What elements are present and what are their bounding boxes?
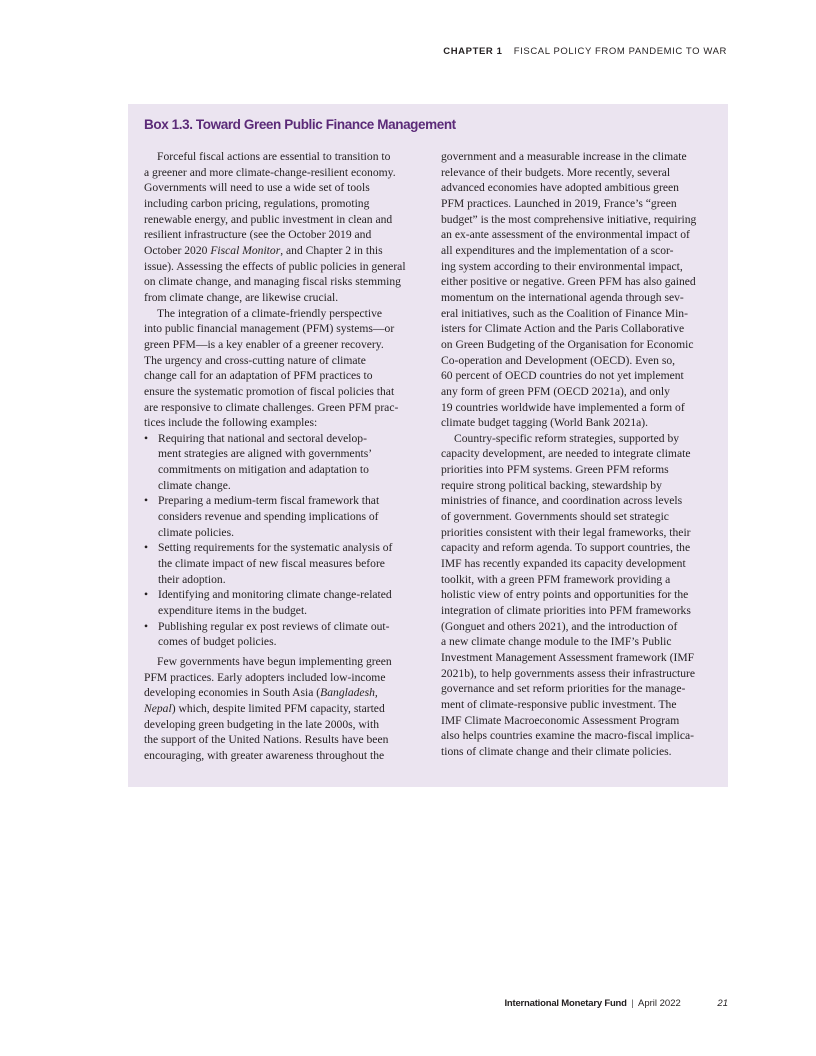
- text-line: 2021b), to help governments assess their infrastructure: [441, 666, 696, 680]
- text-line: require strong political backing, stewardship by: [441, 478, 662, 492]
- page-number: 21: [717, 998, 728, 1009]
- text-line: Preparing a medium-term fiscal framework that: [158, 494, 380, 508]
- list-item: [144, 587, 408, 618]
- text-line: Country-specific reform strategies, supported by: [454, 431, 680, 445]
- text-line: from climate change, are likewise crucial.: [144, 290, 339, 304]
- text-line: ment strategies are aligned with governments’: [158, 447, 373, 461]
- paragraph: [441, 149, 711, 431]
- country-name: Bangladesh,: [320, 686, 378, 700]
- text-line: The urgency and cross-cutting nature of climate: [144, 353, 366, 367]
- text-line: of government. Governments should set strategic: [441, 510, 669, 524]
- text-line: expenditure items in the budget.: [158, 604, 308, 618]
- text-line: an ex-ante assessment of the environmental impact of: [441, 228, 690, 242]
- text-line: toolkit, with a green PFM framework providing a: [441, 572, 671, 586]
- text-line: either positive or negative. Green PFM has also gained: [441, 275, 696, 289]
- paragraph: [144, 149, 408, 306]
- text-line: are responsive to climate challenges. Green PFM prac-: [144, 400, 399, 414]
- text-line: Identifying and monitoring climate change-related: [158, 588, 392, 602]
- text-line: PFM practices. Launched in 2019, France’s “green: [441, 196, 677, 210]
- box-title: Box 1.3. Toward Green Public Finance Management: [144, 117, 456, 132]
- list-item: [144, 493, 408, 540]
- right-column: [441, 149, 711, 760]
- text-line: budget” is the most comprehensive initiative, requiring: [441, 212, 697, 226]
- text-line: ministries of finance, and coordination across levels: [441, 494, 683, 508]
- text-line: 60 percent of OECD countries do not yet implement: [441, 369, 684, 383]
- text-line: relevance of their budgets. More recently, several: [441, 165, 671, 179]
- box-1-3: [128, 104, 728, 787]
- left-column: [144, 149, 408, 764]
- text-line: capacity and reform agenda. To support countries, the: [441, 541, 691, 555]
- text-line: 19 countries worldwide have implemented a form of: [441, 400, 685, 414]
- text-line: Nepal) which, despite limited PFM capacity, started: [144, 701, 385, 715]
- text-line: Publishing regular ex post reviews of climate out-: [158, 619, 390, 633]
- chapter-title: FISCAL POLICY FROM PANDEMIC TO WAR: [513, 46, 727, 57]
- text-line: IMF Climate Macroeconomic Assessment Program: [441, 713, 680, 727]
- text-line: Forceful fiscal actions are essential to transition to: [157, 150, 391, 163]
- text-line: renewable energy, and public investment in clean and: [144, 212, 393, 226]
- text-line: tions of climate change and their climate policies.: [441, 744, 672, 758]
- text-line: a greener and more climate-change-resilient economy.: [144, 165, 396, 179]
- bullet-icon: •: [144, 619, 149, 633]
- text-line: tices include the following examples:: [144, 416, 318, 430]
- list-item: [144, 431, 408, 494]
- running-head: [443, 46, 727, 57]
- text-line: October 2020 Fiscal Monitor, and Chapter 2 in this: [144, 243, 383, 257]
- text-line: their adoption.: [158, 572, 226, 586]
- text-line: ing system according to their environmental impact,: [441, 259, 683, 273]
- text-line: holistic view of entry points and opportunities for the: [441, 588, 689, 602]
- text-line: developing green budgeting in the late 2000s, with: [144, 717, 380, 731]
- text-line: priorities into PFM systems. Green PFM reforms: [441, 463, 669, 477]
- paragraph: [144, 654, 408, 764]
- text-line: government and a measurable increase in the climate: [441, 150, 687, 163]
- text-line: on Green Budgeting of the Organisation for Economic: [441, 337, 694, 351]
- text-line: change call for an adaptation of PFM practices to: [144, 369, 373, 383]
- bullet-icon: •: [144, 588, 149, 602]
- text-line: developing economies in South Asia (Bangladesh,: [144, 686, 378, 700]
- publication-date: April 2022: [638, 998, 681, 1009]
- text-line: commitments on mitigation and adaptation to: [158, 463, 369, 477]
- text-line: Requiring that national and sectoral develop-: [158, 431, 367, 445]
- text-line: Few governments have begun implementing green: [157, 655, 392, 668]
- text-line: climate change.: [158, 478, 231, 492]
- text-line: issue). Assessing the effects of public policies in general: [144, 259, 406, 273]
- text-line: also helps countries examine the macro-fiscal implica-: [441, 729, 695, 743]
- country-name: Nepal: [144, 701, 172, 715]
- text-line: Setting requirements for the systematic analysis of: [158, 541, 393, 555]
- text-line: IMF has recently expanded its capacity development: [441, 557, 686, 571]
- text-line: including carbon pricing, regulations, promoting: [144, 196, 370, 210]
- text-line: The integration of a climate-friendly perspective: [157, 306, 383, 320]
- text-line: climate policies.: [158, 525, 234, 539]
- text-line: a new climate change module to the IMF’s Public: [441, 635, 672, 649]
- text-line: the support of the United Nations. Results have been: [144, 733, 389, 747]
- paragraph: [441, 431, 711, 760]
- text-line: priorities consistent with their legal frameworks, their: [441, 525, 691, 539]
- text-line: on climate change, and managing fiscal risks stemming: [144, 275, 401, 289]
- text-line: ensure the systematic promotion of fiscal policies that: [144, 384, 395, 398]
- publication-title: Fiscal Monitor: [210, 243, 281, 257]
- text-line: comes of budget policies.: [158, 635, 277, 649]
- text-line: encouraging, with greater awareness throughout the: [144, 748, 385, 762]
- publisher-name: International Monetary Fund: [504, 998, 627, 1009]
- footer-separator: |: [631, 998, 634, 1009]
- text-line: climate budget tagging (World Bank 2021a).: [441, 416, 649, 430]
- text-line: momentum on the international agenda through sev-: [441, 290, 684, 304]
- text-line: capacity development, are needed to integrate climate: [441, 447, 691, 461]
- list-item: [144, 540, 408, 587]
- text-line: Co-operation and Development (OECD). Even so,: [441, 353, 676, 367]
- bullet-list: [144, 431, 408, 650]
- text-line: resilient infrastructure (see the October 2019 and: [144, 228, 372, 242]
- text-line: into public financial management (PFM) systems—or: [144, 322, 395, 336]
- text-line: green PFM—is a key enabler of a greener recovery.: [144, 337, 384, 351]
- page-footer: [504, 998, 728, 1009]
- text-line: any form of green PFM (OECD 2021a), and only: [441, 384, 670, 398]
- bullet-icon: •: [144, 431, 149, 445]
- chapter-label: CHAPTER 1: [443, 46, 503, 57]
- text-line: ment of climate-responsive public investment. The: [441, 697, 677, 711]
- bullet-icon: •: [144, 494, 149, 508]
- text-line: PFM practices. Early adopters included low-income: [144, 670, 386, 684]
- bullet-icon: •: [144, 541, 149, 555]
- text-line: integration of climate priorities into PFM frameworks: [441, 604, 691, 618]
- text-line: governance and set reform priorities for the manage-: [441, 682, 686, 696]
- list-item: [144, 619, 408, 650]
- text-line: isters for Climate Action and the Paris Collaborative: [441, 322, 685, 336]
- text-line: Investment Management Assessment framework (IMF: [441, 651, 695, 664]
- text-line: Governments will need to use a wide set of tools: [144, 181, 370, 195]
- text-line: all expenditures and the implementation of a scor-: [441, 243, 674, 257]
- text-line: considers revenue and spending implications of: [158, 510, 379, 524]
- paragraph: [144, 306, 408, 431]
- text-line: (Gonguet and others 2021), and the introduction of: [441, 619, 678, 633]
- text-line: the climate impact of new fiscal measures before: [158, 557, 385, 571]
- text-line: eral initiatives, such as the Coalition of Finance Min-: [441, 306, 688, 320]
- text-line: advanced economies have adopted ambitious green: [441, 181, 679, 195]
